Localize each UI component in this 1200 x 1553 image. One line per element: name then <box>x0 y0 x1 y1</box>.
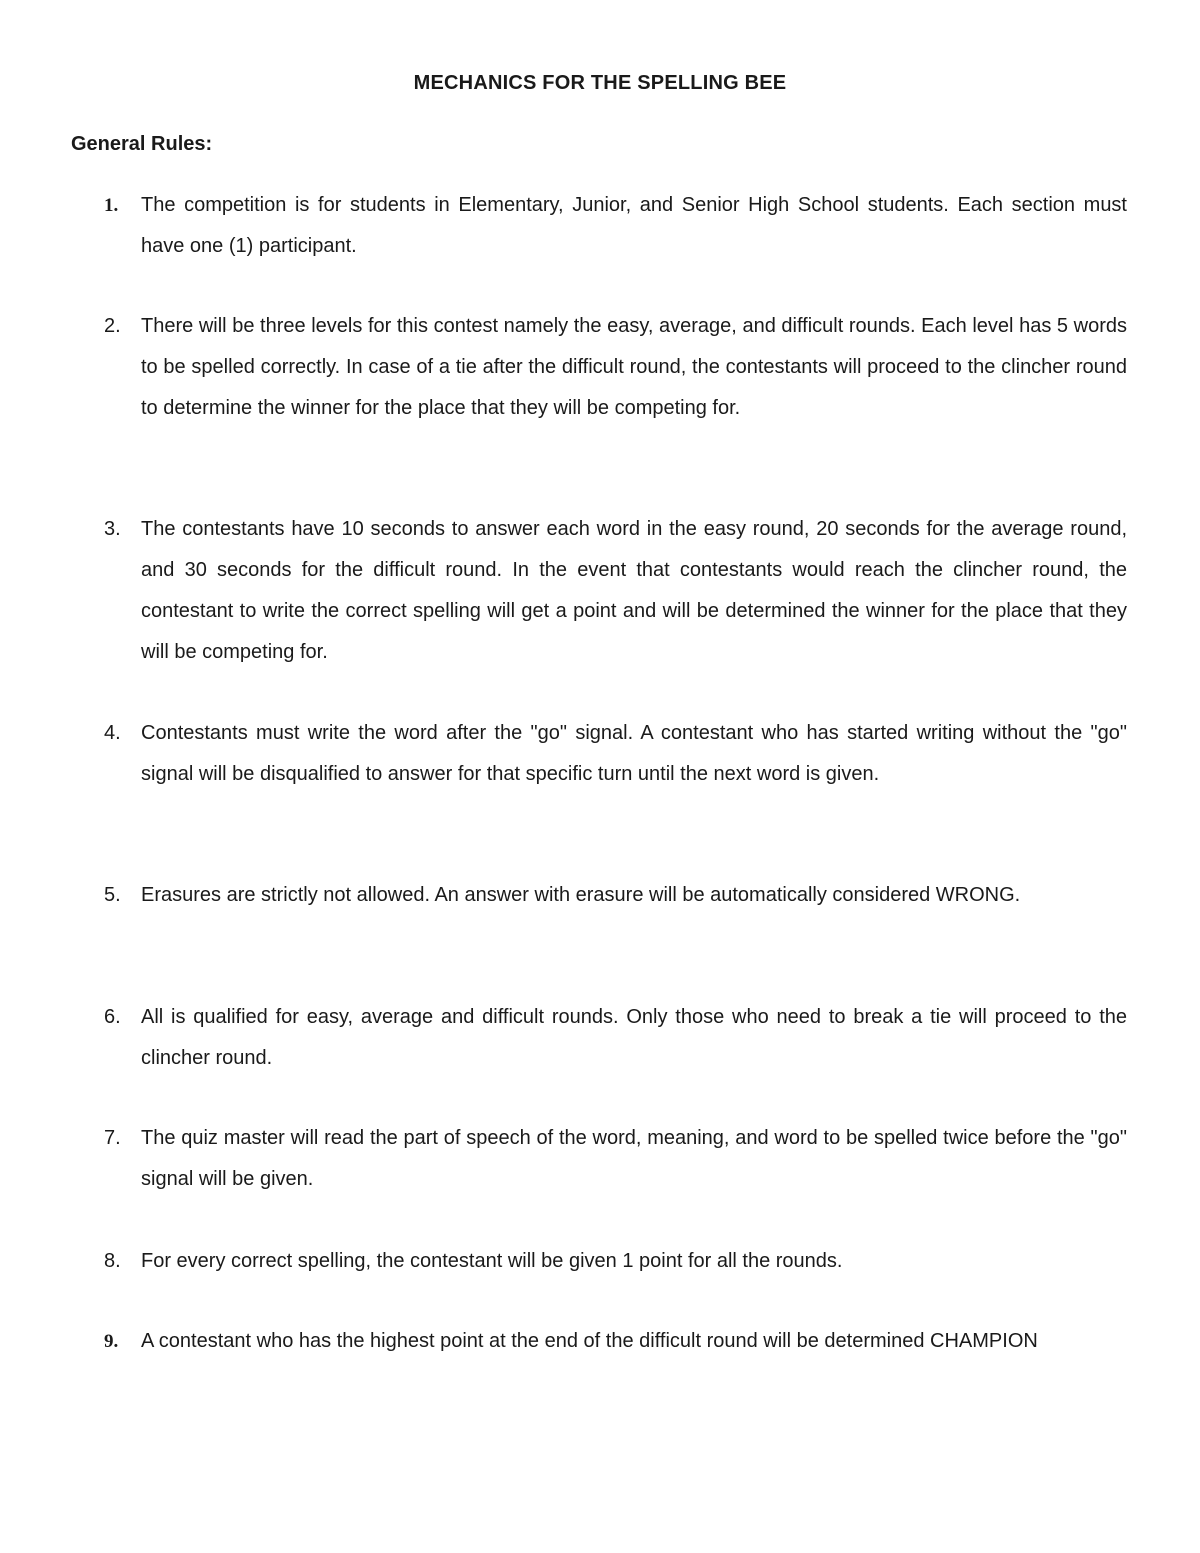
rule-number: 8. <box>104 1250 121 1272</box>
rule-number: 3. <box>104 518 121 540</box>
rule-number: 7. <box>104 1127 121 1149</box>
rule-text: Erasures are strictly not allowed. An answer with erasure will be automatically considered WRONG. <box>141 884 1021 906</box>
rule-number: 4. <box>104 722 121 744</box>
rule-number: 2. <box>104 315 121 337</box>
rule-text: A contestant who has the highest point at the end of the difficult round will be determined CHAMPION <box>141 1330 1038 1352</box>
page-title: MECHANICS FOR THE SPELLING BEE <box>413 72 787 94</box>
rule-text: The contestants have 10 seconds to answer each word in the easy round, 20 seconds for the average round, and 30 seconds for the difficult round. In the event that contestants would reach the clincher round, the contestant to write the correct spelling will get a point and will be determined the winner for the place that they will be competing for. <box>141 518 1127 663</box>
rule-number: 5. <box>104 884 121 906</box>
rule-text: The competition is for students in Elementary, Junior, and Senior High School students. Each section must have one (1) participant. <box>141 194 1127 257</box>
rule-text: All is qualified for easy, average and difficult rounds. Only those who need to break a tie will proceed to the clincher round. <box>141 1006 1127 1069</box>
rule-text: For every correct spelling, the contestant will be given 1 point for all the rounds. <box>141 1250 843 1272</box>
rule-number: 1. <box>104 195 119 216</box>
rule-number: 6. <box>104 1006 121 1028</box>
rule-text: Contestants must write the word after the "go" signal. A contestant who has started writing without the "go" signal will be disqualified to answer for that specific turn until the next word is given. <box>141 722 1127 785</box>
rule-text: The quiz master will read the part of speech of the word, meaning, and word to be spelled twice before the "go" signal will be given. <box>141 1127 1127 1190</box>
section-heading: General Rules: <box>71 133 213 155</box>
rule-number: 9. <box>104 1331 119 1352</box>
rule-text: There will be three levels for this contest namely the easy, average, and difficult rounds. Each level has 5 words to be spelled correctly. In case of a tie after the difficult round, the contestants will proceed to the clincher round to determine the winner for the place that they will be competing for. <box>141 315 1127 419</box>
